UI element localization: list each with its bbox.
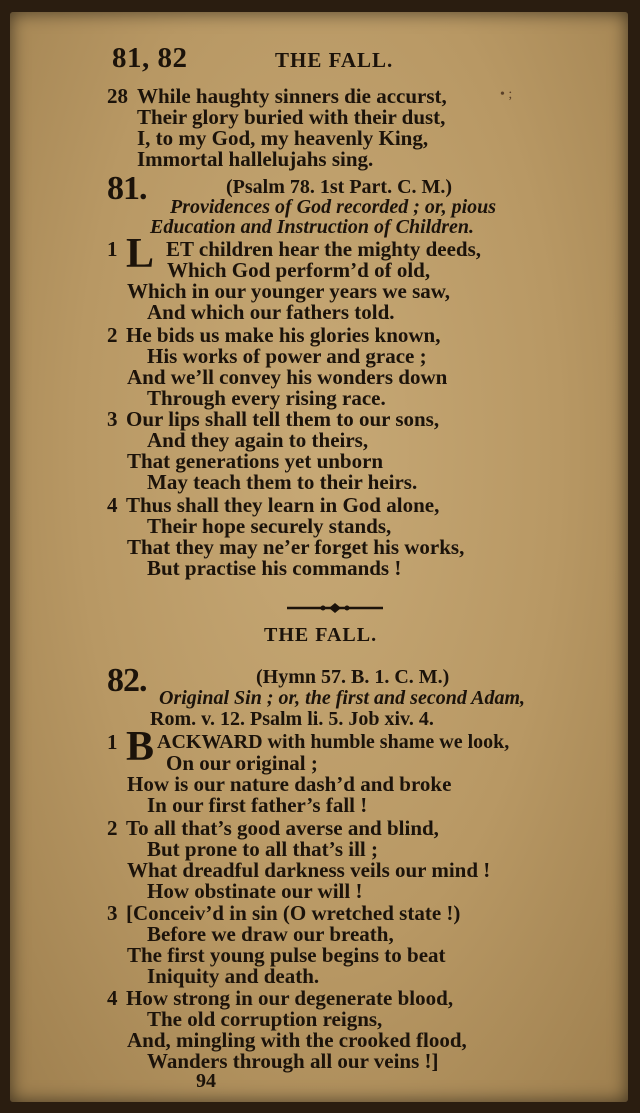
- verse-number: 2: [107, 816, 118, 840]
- verse-line: How strong in our degenerate blood,: [126, 986, 454, 1010]
- page-number: 94: [196, 1070, 216, 1092]
- verse-number: 2: [107, 323, 118, 347]
- verse-line: But prone to all that’s ill ;: [147, 837, 379, 861]
- verse-line: And which our fathers told.: [147, 300, 395, 324]
- verse-line: Wanders through all our veins !]: [147, 1049, 439, 1073]
- verse-line: He bids us make his glories known,: [126, 323, 441, 347]
- verse-line: The first young pulse begins to beat: [127, 943, 446, 967]
- verse-line: That they may ne’er forget his works,: [127, 535, 465, 559]
- scripture-references: Rom. v. 12. Psalm li. 5. Job xiv. 4.: [150, 708, 434, 730]
- verse-line: How is our nature dash’d and broke: [127, 772, 452, 796]
- verse-number: 28: [107, 84, 128, 108]
- verse-line: Their glory buried with their dust,: [137, 105, 446, 129]
- book-page: [10, 12, 628, 1102]
- ornamental-divider: [285, 602, 385, 614]
- verse-line: How obstinate our will !: [147, 879, 363, 903]
- hymn-subtitle: Education and Instruction of Children.: [150, 216, 474, 238]
- drop-cap: L: [126, 231, 155, 277]
- verse-line: [Conceiv’d in sin (O wretched state !): [126, 901, 461, 925]
- verse-line: Our lips shall tell them to our sons,: [126, 407, 440, 431]
- verse-line: His works of power and grace ;: [147, 344, 427, 368]
- verse-line: And, mingling with the crooked flood,: [127, 1028, 467, 1052]
- verse-line: Which God perform’d of old,: [167, 258, 431, 282]
- hymn-number: 82.: [107, 662, 147, 699]
- verse-line: And we’ll convey his wonders down: [127, 365, 448, 389]
- verse-line: While haughty sinners die accurst,: [137, 84, 447, 108]
- verse-line: Thus shall they learn in God alone,: [126, 493, 440, 517]
- verse-line: ET children hear the mighty deeds,: [166, 237, 482, 261]
- running-head-title: THE FALL.: [275, 48, 394, 72]
- verse-line: In our first father’s fall !: [147, 793, 368, 817]
- running-head: [10, 42, 628, 78]
- verse-number: 3: [107, 901, 118, 925]
- verse-number: 3: [107, 407, 118, 431]
- verse-number: 4: [107, 493, 118, 517]
- verse-line: And they again to theirs,: [147, 428, 369, 452]
- verse-line: Iniquity and death.: [147, 964, 320, 988]
- hymn-source: (Psalm 78. 1st Part. C. M.): [226, 176, 453, 198]
- verse-line: To all that’s good averse and blind,: [126, 816, 439, 840]
- verse-line: Their hope securely stands,: [147, 514, 392, 538]
- verse-line: I, to my God, my heavenly King,: [137, 126, 429, 150]
- verse-line: But practise his commands !: [147, 556, 402, 580]
- hymn-number: 81.: [107, 170, 147, 207]
- verse-line: May teach them to their heirs.: [147, 470, 418, 494]
- verse-number: 1: [107, 237, 118, 261]
- stray-print-marks: • ;: [500, 87, 513, 102]
- verse-line: What dreadful darkness veils our mind !: [127, 858, 491, 882]
- verse-line: Through every rising race.: [147, 386, 386, 410]
- verse-number: 4: [107, 986, 118, 1010]
- hymn-source: (Hymn 57. B. 1. C. M.): [256, 666, 450, 688]
- verse-line: Which in our younger years we saw,: [127, 279, 450, 303]
- verse-line: The old corruption reigns,: [147, 1007, 383, 1031]
- hymn-subtitle: Original Sin ; or, the first and second Adam,: [159, 687, 525, 709]
- verse-line: That generations yet unborn: [127, 449, 384, 473]
- verse-line: On our original ;: [166, 751, 318, 775]
- verse-number: 1: [107, 730, 118, 754]
- section-heading: THE FALL.: [264, 624, 378, 646]
- verse-line: Immortal hallelujahs sing.: [137, 147, 374, 171]
- verse-line: ACKWARD with humble shame we look,: [157, 731, 510, 753]
- verse-line: Before we draw our breath,: [147, 922, 394, 946]
- drop-cap: B: [126, 724, 155, 770]
- hymn-subtitle: Providences of God recorded ; or, pious: [170, 196, 497, 218]
- running-head-numbers: 81, 82: [112, 42, 188, 74]
